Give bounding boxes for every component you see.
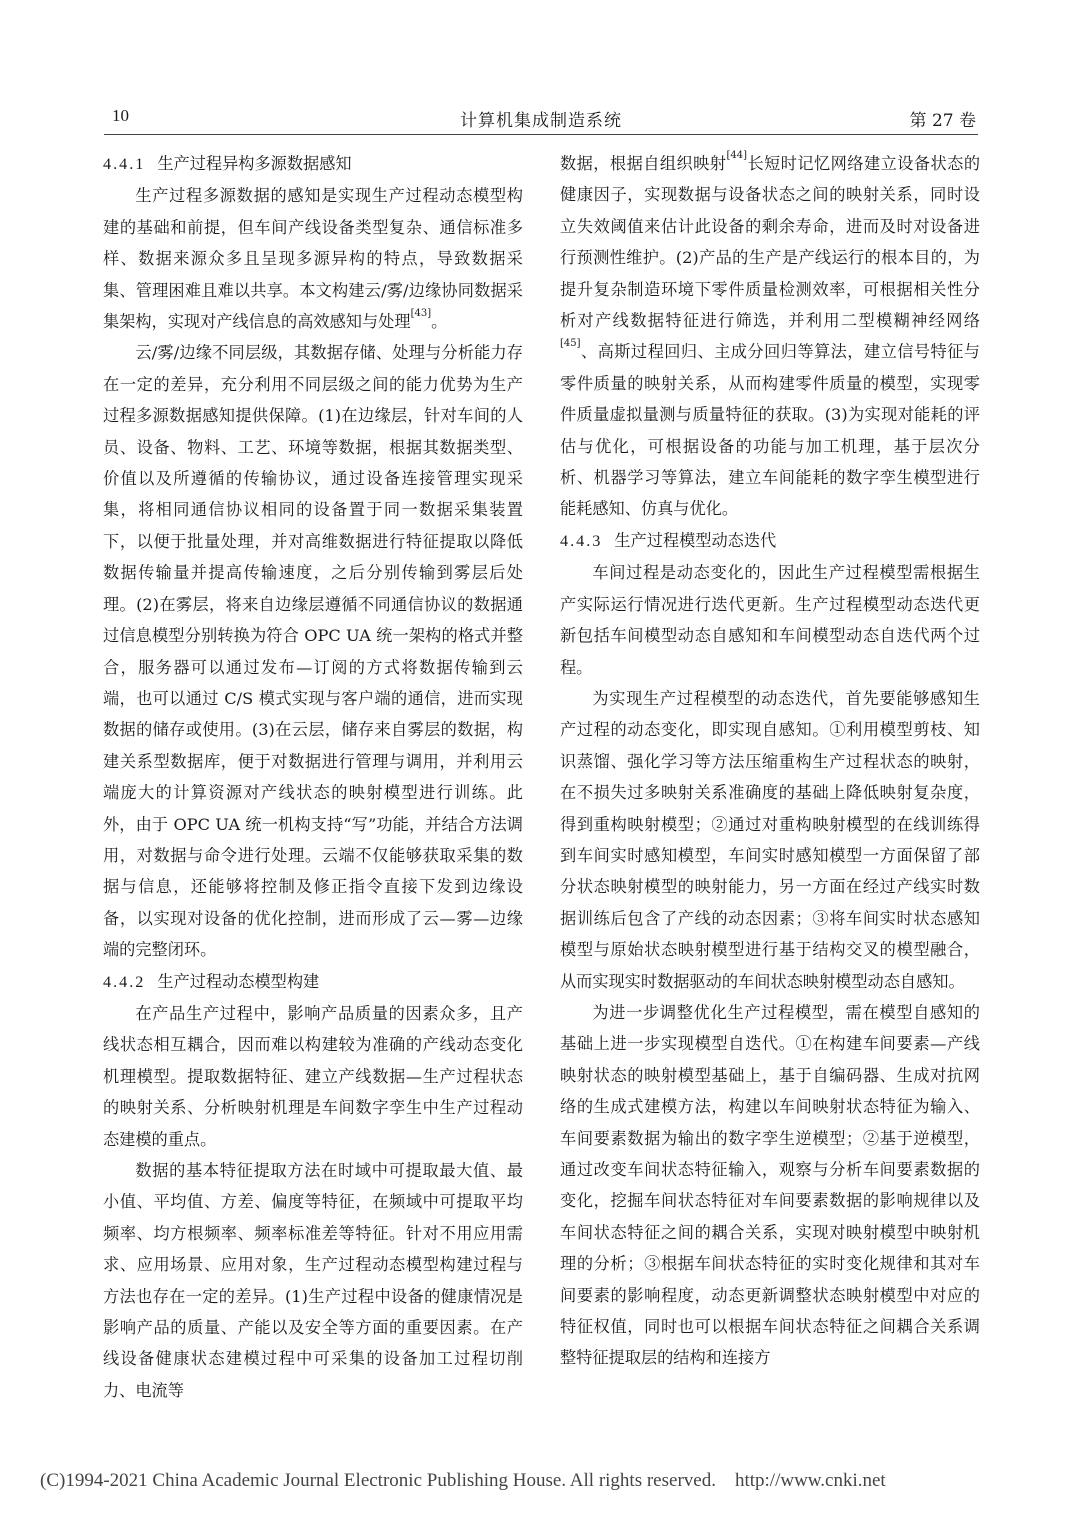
section-heading-4-4-3 xyxy=(560,525,980,557)
copyright-footer: (C)1994-2021 China Academic Journal Electronic Publishing House. All rights reserved. http://www.cnki.net xyxy=(40,1470,886,1491)
paragraph xyxy=(103,180,523,337)
page-number: 10 xyxy=(112,106,129,125)
left-column xyxy=(103,148,523,1406)
right-column xyxy=(560,148,980,1374)
running-header xyxy=(104,104,978,135)
section-heading-4-4-2 xyxy=(103,966,523,998)
paragraph: 云/雾/边缘不同层级，其数据存储、处理与分析能力存在一定的差异，充分利用不同层级之间的能力优势为生产过程多源数据感知提供保障。(1)在边缘层，针对车间的人员、设备、物料、工艺、环境等数据，根据其数据类型、价值以及所遵循的传输协议，通过设备连接管理实现采集，将相同通信协议相同的设备置于同一数据采集装置下，以便于批量处理，并对高维数据进行特征提取以降低数据传输量并提高传输速度，之后分别传输到雾层后处理。(2)在雾层，将来自边缘层遵循不同通信协议的数据通过信息模型分别转换为符合 OPC UA 统一架构的格式并整合，服务器可以通过发布—订阅的方式将数据传输到云端，也可以通过 C/S 模式实现与客户端的通信，进而实现数据的储存或使用。(3)在云层，储存来自雾层的数据，构建关系型数据库，便于对数据进行管理与调用，并利用云端庞大的计算资源对产线状态的映射模型进行训练。此外，由于 OPC UA 统一机构支持“写”功能，并结合方法调用，对数据与命令进行处理。云端不仅能够获取采集的数据与信息，还能够将控制及修正指令直接下发到边缘设备，以实现对设备的优化控制，进而形成了云—雾—边缘端的完整闭环。 xyxy=(103,343,523,960)
paragraph-text: 数据，根据自组织映射 xyxy=(560,154,727,173)
paragraph-text: 生产过程多源数据的感知是实现生产过程动态模型构建的基础和前提，但车间产线设备类型复杂、通信标准多样、数据来源众多且呈现多源异构的特点，导致数据采集、管理困难且难以共享。本文构建云/雾/边缘协同数据采集架构，实现对产线信息的高效感知与处理 xyxy=(103,186,523,332)
section-title: 生产过程异构多源数据感知 xyxy=(157,154,352,173)
paragraph: 为实现生产过程模型的动态迭代，首先要能够感知生产过程的动态变化，即实现自感知。①利用模型剪枝、知识蒸馏、强化学习等方法压缩重构生产过程状态的映射，在不损失过多映射关系准确度的基础上降低映射复杂度，得到重构映射模型；②通过对重构映射模型的在线训练得到车间实时感知模型，车间实时感知模型一方面保留了部分状态映射模型的映射能力，另一方面在经过产线实时数据训练后包含了产线的动态因素；③将车间实时状态感知模型与原始状态映射模型进行基于结构交叉的模型融合，从而实现实时数据驱动的车间状态映射模型动态自感知。 xyxy=(560,688,980,991)
volume-label: 第 27 卷 xyxy=(909,111,976,131)
section-heading-4-4-1 xyxy=(103,148,523,180)
paragraph: 为进一步调整优化生产过程模型，需在模型自感知的基础上进一步实现模型自迭代。①在构建车间要素—产线映射状态的映射模型基础上，基于自编码器、生成对抗网络的生成式建模方法，构建以车间映射状态特征为输入、车间要素数据为输出的数字孪生逆模型；②基于逆模型，通过改变车间状态特征输入，观察与分析车间要素数据的变化，挖掘车间状态特征对车间要素数据的影响规律以及车间状态特征之间的耦合关系，实现对映射模型中映射机理的分析；③根据车间状态特征的实时变化规律和其对车间要素的影响程度，动态更新调整状态映射模型中对应的特征权值，同时也可以根据车间状态特征之间耦合关系调整特征提取层的结构和连接方 xyxy=(560,1002,980,1368)
section-title: 生产过程模型动态迭代 xyxy=(614,530,777,550)
citation: [45] xyxy=(560,338,581,350)
journal-title: 计算机集成制造系统 xyxy=(460,111,622,131)
paragraph xyxy=(560,148,980,525)
section-title: 生产过程动态模型构建 xyxy=(157,971,320,991)
paragraph-text: 。 xyxy=(431,312,448,332)
citation: [44] xyxy=(726,150,747,161)
paragraph: 数据的基本特征提取方法在时域中可提取最大值、最小值、平均值、方差、偏度等特征，在频域中可提取平均频率、均方根频率、频率标准差等特征。针对不用应用需求、应用场景、应用对象，生产过程动态模型构建过程与方法也存在一定的差异。(1)生产过程中设备的健康情况是影响产品的质量、产能以及安全等方面的重要因素。在产线设备健康状态建模过程中可采集的设备加工过程切削力、电流等 xyxy=(103,1161,523,1400)
paragraph-text: 长短时记忆网络建立设备状态的健康因子，实现数据与设备状态之间的映射关系，同时设立失效阈值来估计此设备的剩余寿命，进而及时对设备进行预测性维护。(2)产品的生产是产线运行的根本目的，为提升复杂制造环境下零件质量检测效率，可根据相关性分析对产线数据特征进行筛选，并利用二型模糊神经网络 xyxy=(560,154,981,331)
section-number: 4.4.3 xyxy=(560,531,603,550)
paragraph: 车间过程是动态变化的，因此生产过程模型需根据生产实际运行情况进行迭代更新。生产过程模型动态迭代更新包括车间模型动态自感知和车间模型动态自迭代两个过程。 xyxy=(560,563,980,677)
section-number: 4.4.2 xyxy=(103,972,146,991)
citation: [43] xyxy=(410,308,432,320)
paragraph: 在产品生产过程中，影响产品质量的因素众多，且产线状态相互耦合，因而难以构建较为准确的产线动态变化机理模型。提取数据特征、建立产线数据—生产过程状态的映射关系、分析映射机理是车间数字孪生中生产过程动态建模的重点。 xyxy=(103,1003,523,1149)
paragraph-text: 、高斯过程回归、主成分回归等算法，建立信号特征与零件质量的映射关系，从而构建零件质量的模型，实现零件质量虚拟量测与质量特征的获取。(3)为实现对能耗的评估与优化，可根据设备的功能与加工机理，基于层次分析、机器学习等算法，建立车间能耗的数字孪生模型进行能耗感知、仿真与优化。 xyxy=(560,342,980,519)
section-number: 4.4.1 xyxy=(103,155,146,173)
